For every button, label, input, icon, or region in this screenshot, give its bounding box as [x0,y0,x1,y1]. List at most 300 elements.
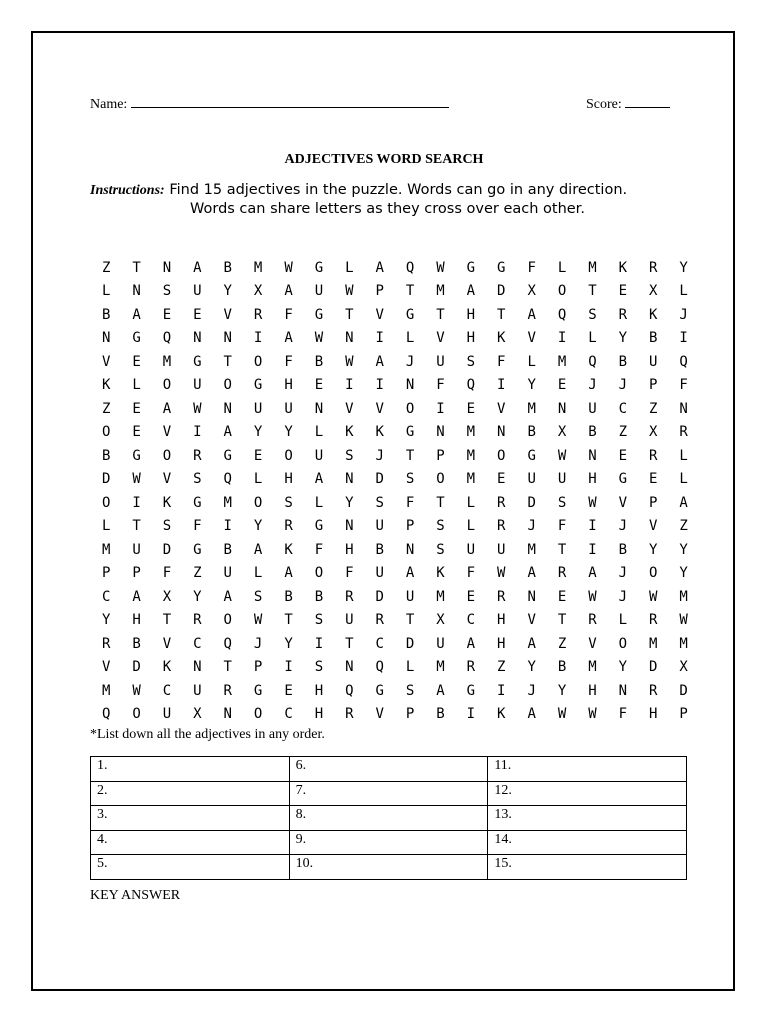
grid-letter[interactable]: O [497,447,506,464]
answer-cell[interactable]: 7. [289,781,488,806]
grid-letter[interactable]: M [588,259,597,276]
grid-letter[interactable]: I [193,424,202,441]
answer-cell[interactable]: 2. [91,781,290,806]
grid-letter[interactable]: Y [253,518,263,535]
grid-letter[interactable]: N [132,283,141,300]
grid-letter[interactable]: P [436,447,445,464]
grid-letter[interactable]: H [588,471,597,488]
grid-letter[interactable]: O [436,471,445,488]
grid-letter[interactable]: C [101,588,111,605]
grid-letter[interactable]: G [375,682,384,699]
grid-letter[interactable]: J [375,447,384,464]
grid-letter[interactable]: P [101,565,111,582]
grid-letter[interactable]: X [527,283,536,300]
grid-letter[interactable]: C [466,612,476,629]
grid-letter[interactable]: J [618,518,628,535]
answer-cell[interactable]: 8. [289,806,488,831]
grid-letter[interactable]: W [649,588,658,605]
grid-letter[interactable]: Y [345,494,354,511]
grid-letter[interactable]: S [162,283,172,300]
grid-letter[interactable]: B [618,541,628,558]
grid-letter[interactable]: R [253,306,263,323]
grid-letter[interactable]: R [557,565,567,582]
grid-letter[interactable]: H [588,682,597,699]
grid-letter[interactable]: W [497,565,506,582]
grid-letter[interactable]: K [101,377,111,394]
grid-letter[interactable]: L [101,518,111,535]
grid-letter[interactable]: A [284,565,293,582]
grid-letter[interactable]: D [375,588,384,605]
grid-letter[interactable]: E [618,447,628,464]
grid-letter[interactable]: A [466,283,476,300]
grid-letter[interactable]: V [101,659,111,676]
grid-letter[interactable]: M [649,635,658,652]
grid-letter[interactable]: Y [253,424,263,441]
grid-letter[interactable]: E [466,400,476,417]
grid-letter[interactable]: C [162,682,172,699]
answer-cell[interactable]: 3. [91,806,290,831]
grid-letter[interactable]: V [436,330,445,347]
grid-letter[interactable]: J [588,377,597,394]
grid-letter[interactable]: O [223,612,232,629]
grid-letter[interactable]: O [253,706,263,723]
grid-letter[interactable]: M [466,424,476,441]
grid-letter[interactable]: F [193,518,202,535]
grid-letter[interactable]: L [588,330,597,347]
grid-letter[interactable]: R [193,447,202,464]
grid-letter[interactable]: Z [101,259,111,276]
grid-letter[interactable]: N [193,330,202,347]
grid-letter[interactable]: L [557,259,567,276]
grid-letter[interactable]: F [284,353,293,370]
grid-letter[interactable]: J [618,588,628,605]
grid-letter[interactable]: F [436,377,445,394]
grid-letter[interactable]: W [588,706,597,723]
grid-letter[interactable]: X [557,424,567,441]
grid-letter[interactable]: R [497,518,506,535]
grid-letter[interactable]: F [497,353,506,370]
grid-letter[interactable]: A [405,565,415,582]
grid-letter[interactable]: K [618,259,628,276]
grid-letter[interactable]: M [436,659,445,676]
grid-letter[interactable]: Y [527,659,536,676]
grid-letter[interactable]: F [162,565,172,582]
grid-letter[interactable]: C [618,400,628,417]
grid-letter[interactable]: G [618,471,628,488]
grid-letter[interactable]: Q [588,353,597,370]
grid-letter[interactable]: E [284,682,293,699]
grid-letter[interactable]: S [557,494,567,511]
grid-letter[interactable]: I [497,377,506,394]
grid-letter[interactable]: A [527,565,536,582]
grid-letter[interactable]: U [193,682,202,699]
grid-letter[interactable]: T [557,612,567,629]
grid-letter[interactable]: I [253,330,263,347]
grid-letter[interactable]: B [223,259,232,276]
grid-letter[interactable]: A [193,259,202,276]
grid-letter[interactable]: Z [497,659,506,676]
grid-letter[interactable]: O [101,424,111,441]
grid-letter[interactable]: A [375,259,384,276]
grid-letter[interactable]: F [405,494,415,511]
grid-letter[interactable]: Y [618,330,628,347]
grid-letter[interactable]: N [345,659,354,676]
grid-letter[interactable]: T [405,612,415,629]
grid-letter[interactable]: Q [223,635,232,652]
grid-letter[interactable]: E [132,400,141,417]
grid-letter[interactable]: J [527,682,536,699]
grid-letter[interactable]: R [284,518,293,535]
grid-letter[interactable]: G [193,494,202,511]
grid-letter[interactable]: O [618,635,628,652]
grid-letter[interactable]: N [618,682,628,699]
grid-letter[interactable]: U [162,706,172,723]
grid-letter[interactable]: A [284,283,293,300]
grid-letter[interactable]: A [162,400,172,417]
grid-letter[interactable]: L [405,659,415,676]
grid-letter[interactable]: G [314,518,324,535]
grid-letter[interactable]: H [314,682,324,699]
grid-letter[interactable]: Y [284,635,293,652]
grid-letter[interactable]: A [314,471,324,488]
grid-letter[interactable]: T [223,353,232,370]
grid-letter[interactable]: Z [618,424,628,441]
grid-letter[interactable]: I [466,706,476,723]
grid-letter[interactable]: T [436,494,445,511]
grid-letter[interactable]: N [223,706,232,723]
grid-letter[interactable]: N [405,377,415,394]
grid-letter[interactable]: P [405,518,415,535]
grid-letter[interactable]: S [162,518,172,535]
grid-letter[interactable]: I [497,682,506,699]
grid-letter[interactable]: G [223,447,232,464]
grid-letter[interactable]: L [314,494,324,511]
grid-letter[interactable]: G [466,259,476,276]
grid-letter[interactable]: B [588,424,597,441]
grid-letter[interactable]: V [345,400,354,417]
grid-letter[interactable]: U [527,471,536,488]
grid-letter[interactable]: N [436,424,445,441]
grid-letter[interactable]: L [253,471,263,488]
grid-letter[interactable]: O [162,447,172,464]
grid-letter[interactable]: N [345,330,354,347]
grid-letter[interactable]: Z [679,518,688,535]
grid-letter[interactable]: O [649,565,658,582]
grid-letter[interactable]: M [162,353,172,370]
grid-letter[interactable]: Y [649,541,658,558]
grid-letter[interactable]: A [527,635,536,652]
grid-letter[interactable]: H [345,541,354,558]
grid-letter[interactable]: M [588,659,597,676]
grid-letter[interactable]: I [679,330,688,347]
grid-letter[interactable]: N [314,400,324,417]
grid-letter[interactable]: K [162,494,172,511]
grid-letter[interactable]: Z [649,400,658,417]
grid-letter[interactable]: R [193,612,202,629]
grid-letter[interactable]: R [618,306,628,323]
grid-letter[interactable]: G [193,541,202,558]
grid-letter[interactable]: H [466,330,476,347]
answer-cell[interactable]: 5. [91,855,290,880]
grid-letter[interactable]: V [375,306,384,323]
grid-letter[interactable]: X [679,659,688,676]
grid-letter[interactable]: A [375,353,384,370]
grid-letter[interactable]: R [345,706,354,723]
grid-letter[interactable]: D [375,471,384,488]
grid-letter[interactable]: A [466,635,476,652]
grid-letter[interactable]: C [375,635,384,652]
grid-letter[interactable]: E [649,471,658,488]
grid-letter[interactable]: H [284,377,293,394]
grid-letter[interactable]: O [557,283,567,300]
grid-letter[interactable]: M [466,447,476,464]
grid-letter[interactable]: N [497,424,506,441]
answer-cell[interactable]: 6. [289,757,488,782]
grid-letter[interactable]: I [588,518,597,535]
grid-letter[interactable]: W [557,447,567,464]
grid-letter[interactable]: S [405,682,415,699]
answer-cell[interactable]: 13. [488,806,687,831]
grid-letter[interactable]: U [436,635,445,652]
grid-letter[interactable]: I [314,635,324,652]
grid-letter[interactable]: Z [557,635,567,652]
grid-letter[interactable]: V [162,471,172,488]
grid-letter[interactable]: K [649,306,658,323]
grid-letter[interactable]: U [253,400,263,417]
grid-letter[interactable]: E [497,471,506,488]
grid-letter[interactable]: S [345,447,354,464]
grid-letter[interactable]: N [557,400,567,417]
grid-letter[interactable]: G [314,306,324,323]
grid-letter[interactable]: Q [101,706,111,723]
grid-letter[interactable]: P [253,659,263,676]
grid-letter[interactable]: R [588,612,597,629]
grid-letter[interactable]: Y [679,541,688,558]
grid-letter[interactable]: M [436,588,445,605]
grid-letter[interactable]: W [345,283,354,300]
grid-letter[interactable]: W [588,494,597,511]
grid-letter[interactable]: L [466,494,476,511]
grid-letter[interactable]: T [557,541,567,558]
grid-letter[interactable]: H [649,706,658,723]
grid-letter[interactable]: O [253,494,263,511]
grid-letter[interactable]: N [345,518,354,535]
grid-letter[interactable]: U [223,565,232,582]
grid-letter[interactable]: T [345,306,354,323]
grid-letter[interactable]: F [679,377,688,394]
grid-letter[interactable]: U [132,541,141,558]
grid-letter[interactable]: V [527,330,536,347]
grid-letter[interactable]: M [223,494,232,511]
grid-letter[interactable]: L [466,518,476,535]
grid-letter[interactable]: X [162,588,172,605]
answer-cell[interactable]: 12. [488,781,687,806]
grid-letter[interactable]: U [557,471,567,488]
grid-letter[interactable]: K [497,330,506,347]
grid-letter[interactable]: A [527,706,536,723]
grid-letter[interactable]: A [679,494,688,511]
grid-letter[interactable]: B [375,541,384,558]
grid-letter[interactable]: E [557,377,567,394]
grid-letter[interactable]: O [132,706,141,723]
grid-letter[interactable]: S [284,494,293,511]
grid-letter[interactable]: G [253,682,263,699]
grid-letter[interactable]: Y [193,588,202,605]
grid-letter[interactable]: W [436,259,445,276]
grid-letter[interactable]: D [101,471,111,488]
grid-letter[interactable]: R [223,682,232,699]
grid-letter[interactable]: V [375,706,384,723]
grid-letter[interactable]: B [314,353,324,370]
grid-letter[interactable]: N [223,330,232,347]
grid-letter[interactable]: F [466,565,476,582]
grid-letter[interactable]: S [466,353,476,370]
grid-letter[interactable]: S [436,541,445,558]
grid-letter[interactable]: L [101,283,111,300]
grid-letter[interactable]: A [132,306,141,323]
grid-letter[interactable]: B [557,659,567,676]
grid-letter[interactable]: U [284,400,293,417]
grid-letter[interactable]: O [162,377,172,394]
grid-letter[interactable]: K [436,565,445,582]
answer-cell[interactable]: 11. [488,757,687,782]
grid-letter[interactable]: G [405,424,415,441]
grid-letter[interactable]: N [588,447,597,464]
grid-letter[interactable]: X [436,612,445,629]
grid-letter[interactable]: D [527,494,536,511]
grid-letter[interactable]: T [436,306,445,323]
grid-letter[interactable]: W [253,612,263,629]
grid-letter[interactable]: P [375,283,384,300]
grid-letter[interactable]: T [223,659,232,676]
grid-letter[interactable]: I [284,659,293,676]
score-blank[interactable] [625,93,670,108]
grid-letter[interactable]: E [466,588,476,605]
grid-letter[interactable]: A [284,330,293,347]
grid-letter[interactable]: F [557,518,567,535]
grid-letter[interactable]: N [193,659,202,676]
grid-letter[interactable]: V [375,400,384,417]
grid-letter[interactable]: Q [162,330,172,347]
grid-letter[interactable]: E [618,283,628,300]
grid-letter[interactable]: M [679,635,688,652]
grid-letter[interactable]: G [253,377,263,394]
grid-letter[interactable]: M [101,541,111,558]
answer-cell[interactable]: 14. [488,830,687,855]
grid-letter[interactable]: L [679,447,688,464]
grid-letter[interactable]: O [405,400,415,417]
grid-letter[interactable]: W [132,471,141,488]
grid-letter[interactable]: B [101,306,111,323]
answer-cell[interactable]: 4. [91,830,290,855]
grid-letter[interactable]: T [132,518,141,535]
grid-letter[interactable]: J [618,565,628,582]
grid-letter[interactable]: N [101,330,111,347]
grid-letter[interactable]: A [132,588,141,605]
grid-letter[interactable]: V [649,518,658,535]
grid-letter[interactable]: S [314,659,324,676]
grid-letter[interactable]: I [436,400,445,417]
grid-letter[interactable]: U [405,588,415,605]
grid-letter[interactable]: D [132,659,141,676]
grid-letter[interactable]: J [253,635,263,652]
grid-letter[interactable]: K [284,541,293,558]
grid-letter[interactable]: B [618,353,628,370]
grid-letter[interactable]: E [253,447,263,464]
grid-letter[interactable]: R [679,424,688,441]
grid-letter[interactable]: M [527,400,536,417]
grid-letter[interactable]: D [405,635,415,652]
grid-letter[interactable]: T [284,612,293,629]
grid-letter[interactable]: U [588,400,597,417]
grid-letter[interactable]: S [588,306,597,323]
grid-letter[interactable]: K [375,424,384,441]
grid-letter[interactable]: R [497,588,506,605]
grid-letter[interactable]: U [193,283,202,300]
grid-letter[interactable]: I [588,541,597,558]
grid-letter[interactable]: V [618,494,628,511]
grid-letter[interactable]: J [527,518,536,535]
grid-letter[interactable]: L [405,330,415,347]
grid-letter[interactable]: Q [405,259,415,276]
grid-letter[interactable]: I [223,518,232,535]
grid-letter[interactable]: A [223,424,232,441]
grid-letter[interactable]: F [314,541,324,558]
grid-letter[interactable]: P [405,706,415,723]
grid-letter[interactable]: O [253,353,263,370]
grid-letter[interactable]: D [497,283,506,300]
grid-letter[interactable]: I [557,330,567,347]
grid-letter[interactable]: U [314,447,324,464]
grid-letter[interactable]: U [193,377,202,394]
grid-letter[interactable]: V [162,424,172,441]
grid-letter[interactable]: E [132,424,141,441]
grid-letter[interactable]: H [284,471,293,488]
grid-letter[interactable]: V [223,306,232,323]
grid-letter[interactable]: L [253,565,263,582]
grid-letter[interactable]: T [497,306,506,323]
grid-letter[interactable]: V [101,353,111,370]
grid-letter[interactable]: W [345,353,354,370]
grid-letter[interactable]: T [405,447,415,464]
grid-letter[interactable]: F [345,565,354,582]
grid-letter[interactable]: H [132,612,141,629]
grid-letter[interactable]: V [497,400,506,417]
grid-letter[interactable]: N [345,471,354,488]
grid-letter[interactable]: G [193,353,202,370]
grid-letter[interactable]: W [284,259,293,276]
grid-letter[interactable]: L [527,353,536,370]
grid-letter[interactable]: Q [345,682,354,699]
grid-letter[interactable]: Y [618,659,628,676]
grid-letter[interactable]: E [314,377,324,394]
grid-letter[interactable]: M [436,283,445,300]
grid-letter[interactable]: B [527,424,536,441]
grid-letter[interactable]: T [162,612,172,629]
grid-letter[interactable]: E [557,588,567,605]
grid-letter[interactable]: I [345,377,354,394]
grid-letter[interactable]: Z [193,565,202,582]
grid-letter[interactable]: O [101,494,111,511]
grid-letter[interactable]: W [557,706,567,723]
grid-letter[interactable]: U [345,612,354,629]
grid-letter[interactable]: B [132,635,141,652]
grid-letter[interactable]: A [588,565,597,582]
grid-letter[interactable]: E [162,306,172,323]
grid-letter[interactable]: O [284,447,293,464]
grid-letter[interactable]: E [132,353,141,370]
grid-letter[interactable]: S [375,494,384,511]
